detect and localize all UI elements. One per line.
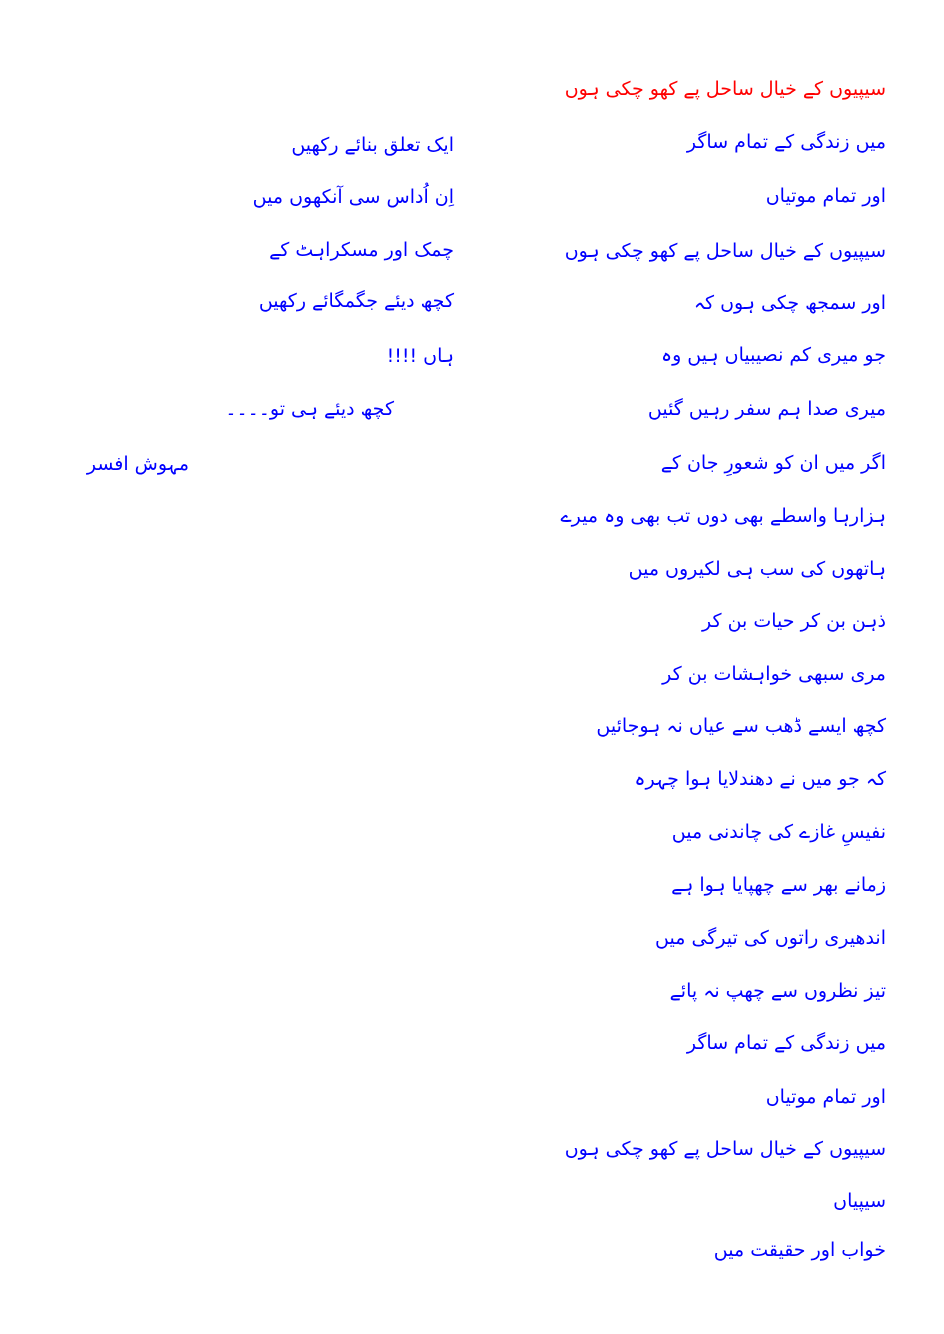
poem-line: کچھ دیئے جگمگائے رکھیں	[258, 290, 454, 312]
poem-line: تیز نظروں سے چھپ نہ پائے	[669, 980, 886, 1002]
poem-line: کچھ ایسے ڈھب سے عیاں نہ ہوجائیں	[596, 715, 886, 737]
poem-line: اور تمام موتیاں	[765, 1086, 886, 1108]
poem-line: اور تمام موتیاں	[765, 185, 886, 207]
author-name: مہوش افسر	[86, 453, 189, 475]
poem-line: اگر میں ان کو شعورِ جان کے	[660, 452, 886, 474]
poem-line: ہاتھوں کی سب ہی لکیروں میں	[628, 558, 886, 580]
poem-line: ہاں !!!!	[386, 345, 454, 367]
poem-line: کہ جو میں نے دھندلایا ہوا چہرہ	[634, 768, 886, 790]
poem-line: کچھ دیئے ہی تو۔۔۔۔	[225, 398, 394, 420]
poem-line: اِن اُداس سی آنکھوں میں	[252, 186, 454, 208]
poem-line: مری سبھی خواہشات بن کر	[662, 663, 886, 685]
poem-line: ہزارہا واسطے بھی دوں تب بھی وہ میرے	[560, 505, 886, 527]
poem-line: سیپیوں کے خیال ساحل پے کھو چکی ہوں	[564, 1138, 886, 1160]
poem-line: خواب اور حقیقت میں	[713, 1239, 886, 1261]
poem-line: ایک تعلق بنائے رکھیں	[291, 134, 454, 156]
poem-line: ذہن بن کر حیات بن کر	[702, 610, 886, 632]
poem-line: اور سمجھ چکی ہوں کہ	[693, 292, 886, 314]
poem-line: سیپیوں کے خیال ساحل پے کھو چکی ہوں	[564, 240, 886, 262]
poem-line: میں زندگی کے تمام ساگر	[686, 1032, 886, 1054]
poem-title: سیپیوں کے خیال ساحل پے کھو چکی ہوں	[564, 78, 886, 100]
poem-line: جو میری کم نصیبیاں ہیں وہ	[660, 344, 886, 366]
poem-line: میری صدا ہم سفر رہیں گئیں	[647, 398, 886, 420]
poem-line: سیپیاں	[833, 1190, 886, 1212]
poem-line: زمانے بھر سے چھپایا ہوا ہے	[671, 874, 886, 896]
poem-line: چمک اور مسکراہٹ کے	[269, 239, 454, 261]
poem-line: میں زندگی کے تمام ساگر	[686, 131, 886, 153]
poem-line: اندھیری راتوں کی تیرگی میں	[655, 927, 886, 949]
poem-line: نفیسِ غازے کی چاندنی میں	[671, 821, 886, 843]
